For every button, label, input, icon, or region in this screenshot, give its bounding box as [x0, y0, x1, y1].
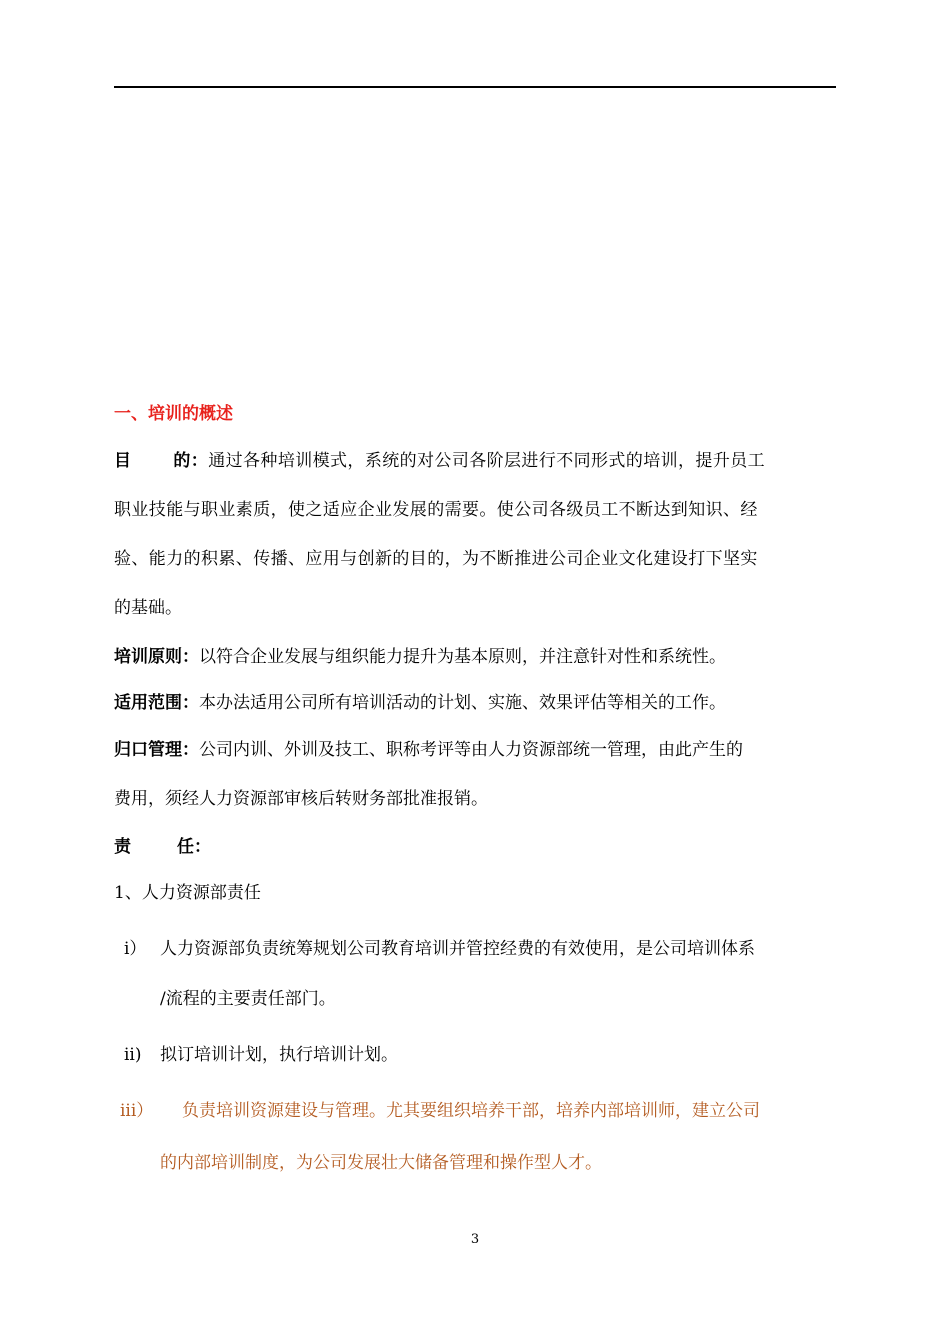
scope-line [114, 691, 726, 715]
principle-label: 培训原则： [114, 647, 199, 667]
hr-heading: 1、人力资源部责任 [114, 883, 261, 903]
purpose-label: 目 [114, 451, 132, 471]
management-label: 归口管理： [114, 740, 199, 760]
responsibility-heading [114, 835, 211, 859]
purpose-line-3: 验、能力的积累、传播、应用与创新的目的，为不断推进公司企业文化建设打下坚实 [114, 549, 758, 569]
item-3-line-2: 的内部培训制度，为公司发展壮大储备管理和操作型人才。 [160, 1153, 602, 1173]
principle-line [114, 645, 726, 669]
section-heading: 一、培训的概述 [114, 404, 233, 424]
management-text-1: 公司内训、外训及技工、职称考评等由人力资源部统一管理，由此产生的 [199, 740, 743, 760]
scope-label: 适用范围： [114, 693, 199, 713]
management-line-2: 费用，须经人力资源部审核后转财务部批准报销。 [114, 789, 488, 809]
item-3-line-1: 负责培训资源建设与管理。尤其要组织培养干部，培养内部培训师，建立公司 [182, 1101, 760, 1121]
responsibility-label-1: 责 [114, 837, 131, 857]
principle-text: 以符合企业发展与组织能力提升为基本原则，并注意针对性和系统性。 [199, 647, 726, 667]
scope-text: 本办法适用公司所有培训活动的计划、实施、效果评估等相关的工作。 [199, 693, 726, 713]
item-1-line-1: 人力资源部负责统筹规划公司教育培训并管控经费的有效使用，是公司培训体系 [160, 939, 755, 959]
responsibility-label-2: 任： [177, 837, 211, 857]
header-rule [114, 86, 836, 88]
purpose-label-2: 的： [173, 451, 209, 471]
item-2-line-1: 拟订培训计划，执行培训计划。 [160, 1045, 398, 1065]
purpose-line-4: 的基础。 [114, 598, 182, 618]
purpose-text-1: 通过各种培训模式，系统的对公司各阶层进行不同形式的培训，提升员工 [208, 451, 766, 471]
item-3-marker: iii） [120, 1101, 154, 1121]
management-line-1 [114, 738, 743, 762]
item-1-line-2: /流程的主要责任部门。 [160, 989, 336, 1009]
item-1-marker: i） [124, 939, 147, 959]
purpose-line-1 [114, 449, 765, 473]
purpose-line-2: 职业技能与职业素质，使之适应企业发展的需要。使公司各级员工不断达到知识、经 [114, 500, 758, 520]
item-2-marker: ii) [124, 1045, 142, 1065]
page-number: 3 [470, 1232, 480, 1247]
